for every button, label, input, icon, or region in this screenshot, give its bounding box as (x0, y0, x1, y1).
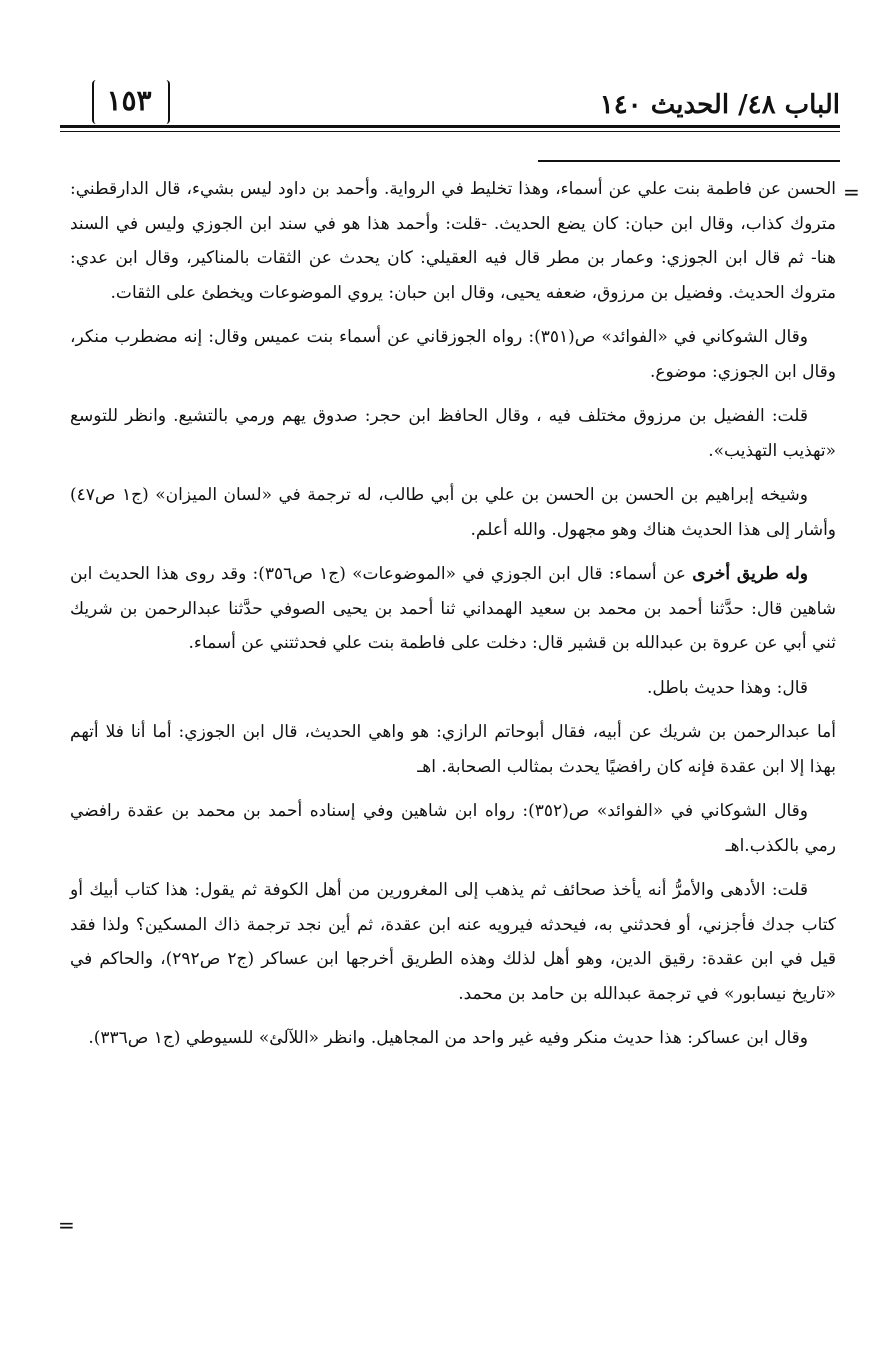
chapter-hadith-title: الباب ٤٨/ الحديث ١٤٠ (599, 90, 840, 120)
header-thick-rule (60, 125, 840, 128)
page-header (60, 78, 840, 138)
paragraph-6: قال: وهذا حديث باطل. (647, 677, 808, 698)
paragraph-5 (70, 557, 836, 661)
paragraph-5-lead: وله طريق أخرى (692, 564, 808, 584)
header-thin-rule (60, 131, 840, 132)
paragraph-4: وشيخه إبراهيم بن الحسن بن الحسن بن علي بن أبي طالب، له ترجمة في «لسان الميزان» (ج١ ص٤٧) وأشار إلى هذا الحديث هناك وهو مجهول. والله أعلم. (70, 485, 836, 540)
continuation-mark-top: = (843, 180, 860, 204)
footnote-body (70, 172, 836, 1066)
paragraph-2: وقال الشوكاني في «الفوائد» ص(٣٥١): رواه الجوزقاني عن أسماء بنت عميس وقال: إنه مضطرب منكر، وقال ابن الجوزي: موضوع. (70, 327, 836, 382)
continuation-mark-bottom: = (58, 1213, 75, 1237)
page-number: ١٥٣ (106, 84, 152, 117)
paragraph-7: أما عبدالرحمن بن شريك عن أبيه، فقال أبوحاتم الرازي: هو واهي الحديث، قال ابن الجوزي: أما أنا فلا أتهم بهذا إلا ابن عقدة فإنه كان رافضيًا يحدث بمثالب الصحابة. اهـ (70, 722, 836, 777)
paragraph-10: وقال ابن عساكر: هذا حديث منكر وفيه غير واحد من المجاهيل. وانظر «اللآلئ» للسيوطي (ج١ ص٣٣٦). (88, 1028, 808, 1048)
paragraph-8: وقال الشوكاني في «الفوائد» ص(٣٥٢): رواه ابن شاهين وفي إسناده أحمد بن محمد بن عقدة رافضي رمي بالكذب.اهـ (70, 801, 836, 856)
paragraph-1: الحسن عن فاطمة بنت علي عن أسماء، وهذا تخليط في الرواية. وأحمد بن داود ليس بشيء، قال الدارقطني: متروك كذاب، وقال ابن حبان: كان يضع الحديث. -قلت: وأحمد هذا هو في سند ابن الجوزي وليس في السند هنا- ثم قال ابن الجوزي: وعمار بن مطر قال فيه العقيلي: كان يحدث عن الثقات بالمناكير، وقال ابن عدي: متروك الحديث. وفضيل بن مرزوق، ضعفه يحيى، وقال ابن حبان: يروي الموضوعات ويخطئ على الثقات. (70, 179, 836, 303)
paragraph-3: قلت: الفضيل بن مرزوق مختلف فيه ، وقال الحافظ ابن حجر: صدوق يهم ورمي بالتشيع. وانظر للتوسع «تهذيب التهذيب». (70, 406, 836, 461)
footnote-separator-rule (538, 160, 840, 162)
paragraph-9: قلت: الأدهى والأمرُّ أنه يأخذ صحائف ثم يذهب إلى المغرورين من أهل الكوفة ثم يقول: هذا كتاب أبيك أو كتاب جدك فأجزني، أو فحدثني به، فيحدثه فيرويه عنه ابن عقدة، ثم أين نجد ترجمة ذاك المسكين؟ ولذا فقد قيل في ابن عقدة: رقيق الدين، وهو أهل لذلك وهذه الطريق أخرجها ابن عساكر (ج٢ ص٢٩٢)، والحاكم في «تاريخ نيسابور» في ترجمة عبدالله بن حامد بن محمد. (70, 880, 836, 1004)
paragraph-5-text: عن أسماء: قال ابن الجوزي في «الموضوعات» (ج١ ص٣٥٦): وقد روى هذا الحديث ابن شاهين قال: حدَّثنا أحمد بن محمد بن سعيد الهمداني ثنا أحمد بن يحيى الصوفي حدَّثنا عبدالرحمن بن شريك ثني أبي عن عروة بن عبدالله بن قشير قال: دخلت على فاطمة بنت علي فحدثتني عن أسماء. (70, 564, 836, 653)
